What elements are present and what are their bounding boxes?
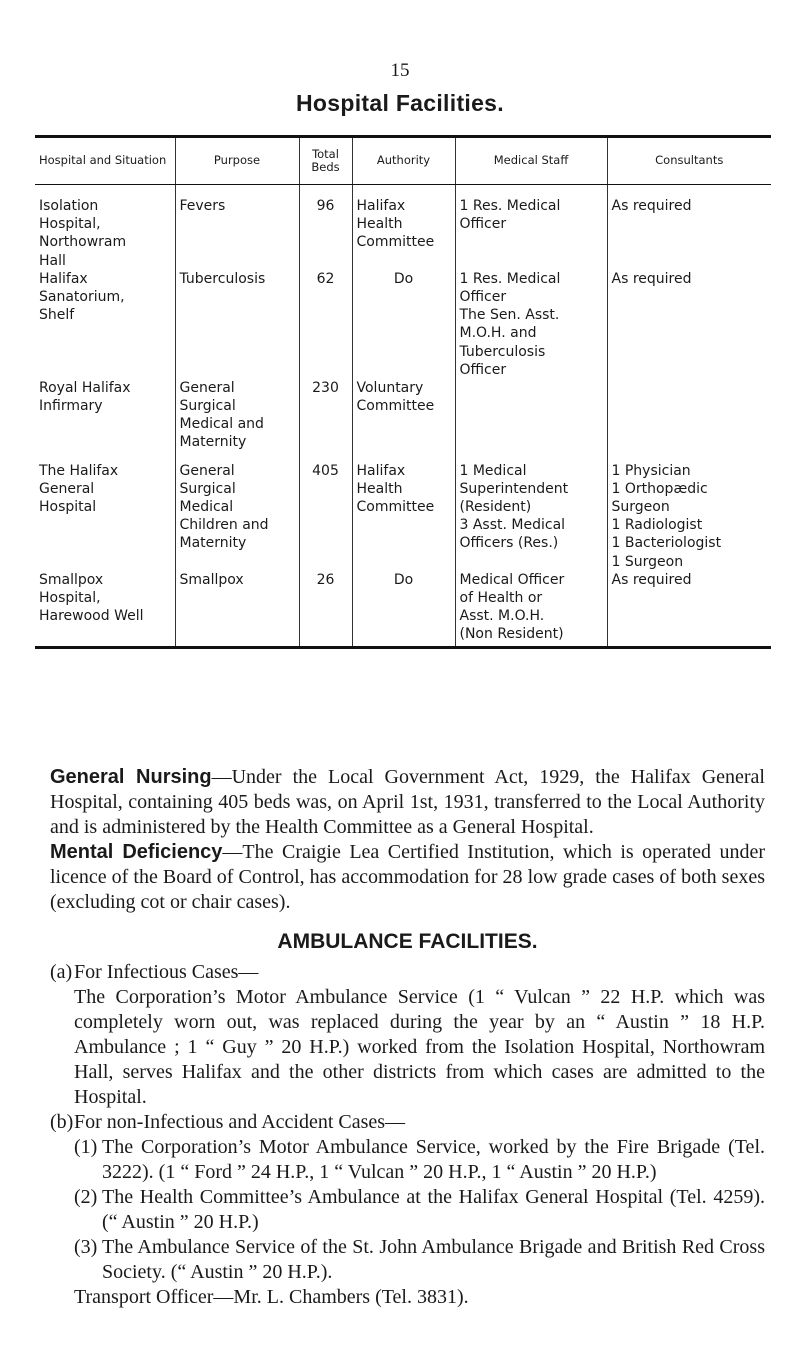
beds-cell: 26 bbox=[299, 571, 352, 644]
table-row bbox=[35, 462, 771, 571]
general-nursing-text: —Under the Local Government Act, 1929, the Halifax General Hospital, containing 405 beds was, on April 1st, 1931, transferred to the Local Authority and is administered by the Health Committee as a General Hospital. bbox=[50, 766, 765, 838]
column-header-consultants: Consultants bbox=[607, 137, 771, 185]
item-text: The Corporation’s Motor Ambulance Service (1 “ Vulcan ” 22 H.P. which was completely worn out, was replaced during the year by an “ Austin ” 18 H.P. Ambulance ; 1 “ Guy ” 20 H.P.) worked from the Isolation Hospital, Northowram Hall, serves Halifax and the other districts from which cases are admitted to the Hospital. bbox=[74, 986, 765, 1108]
beds-cell: 96 bbox=[299, 185, 352, 270]
purpose-cell: Tuberculosis bbox=[175, 270, 299, 379]
medical-staff-cell: 1 Medical Superintendent (Resident) 3 Asst. Medical Officers (Res.) bbox=[455, 462, 607, 571]
ambulance-subitem bbox=[74, 1235, 765, 1285]
column-header-beds: Total Beds bbox=[299, 137, 352, 185]
column-header-purpose: Purpose bbox=[175, 137, 299, 185]
medical-staff-cell: 1 Res. Medical Officer The Sen. Asst. M.O.H. and Tuberculosis Officer bbox=[455, 270, 607, 379]
authority-cell: Do bbox=[352, 270, 455, 379]
ambulance-item-a bbox=[50, 960, 765, 1110]
subitem-text: The Ambulance Service of the St. John Ambulance Brigade and British Red Cross Society. (“ Austin ” 20 H.P.). bbox=[102, 1236, 765, 1283]
table-row bbox=[35, 379, 771, 452]
table-row bbox=[35, 270, 771, 379]
column-header-authority: Authority bbox=[352, 137, 455, 185]
beds-cell: 62 bbox=[299, 270, 352, 379]
table-row bbox=[35, 185, 771, 270]
medical-staff-cell bbox=[455, 379, 607, 452]
beds-cell: 230 bbox=[299, 379, 352, 452]
column-header-medical-staff: Medical Staff bbox=[455, 137, 607, 185]
consultants-cell bbox=[607, 379, 771, 452]
row-spacer bbox=[35, 452, 771, 462]
authority-cell: Voluntary Committee bbox=[352, 379, 455, 452]
ambulance-subitem bbox=[74, 1135, 765, 1185]
hospital-facilities-table bbox=[35, 135, 771, 649]
hospital-cell: The Halifax General Hospital bbox=[39, 462, 119, 515]
transport-officer: Transport Officer—Mr. L. Chambers (Tel. 3831). bbox=[74, 1286, 469, 1308]
table-row bbox=[35, 571, 771, 644]
item-label: (b) bbox=[50, 1111, 74, 1133]
table-header-row bbox=[35, 137, 771, 185]
purpose-cell: General Surgical Medical Children and Maternity bbox=[175, 462, 299, 571]
medical-staff-cell: 1 Res. Medical Officer bbox=[455, 185, 607, 270]
beds-cell: 405 bbox=[299, 462, 352, 571]
purpose-cell: Fevers bbox=[175, 185, 299, 270]
row-spacer bbox=[35, 644, 771, 648]
consultants-cell: As required bbox=[607, 270, 771, 379]
subitem-text: The Corporation’s Motor Ambulance Service, worked by the Fire Brigade (Tel. 3222). (1 “ Ford ” 24 H.P., 1 “ Vulcan ” 20 H.P., 1 “ Austin ” 20 H.P.) bbox=[102, 1136, 765, 1183]
subitem-text: The Health Committee’s Ambulance at the Halifax General Hospital (Tel. 4259). (“ Austin ” 20 H.P.) bbox=[102, 1186, 765, 1233]
mental-deficiency-paragraph bbox=[50, 840, 765, 915]
subitem-label: (1) bbox=[74, 1136, 98, 1158]
hospital-cell: Smallpox Hospital, Harewood Well bbox=[39, 571, 144, 625]
item-label: (a) bbox=[50, 961, 73, 983]
page-title: Hospital Facilities. bbox=[296, 90, 504, 116]
medical-staff-cell: Medical Officer of Health or Asst. M.O.H. (Non Resident) bbox=[455, 571, 607, 644]
purpose-cell: Smallpox bbox=[175, 571, 299, 644]
hospital-cell: Royal Halifax Infirmary bbox=[39, 379, 131, 415]
consultants-cell: As required bbox=[607, 185, 771, 270]
consultants-cell: 1 Physician 1 Orthopædic Surgeon 1 Radiologist 1 Bacteriologist 1 Surgeon bbox=[607, 462, 771, 571]
purpose-cell: General Surgical Medical and Maternity bbox=[175, 379, 299, 452]
page-number: 15 bbox=[390, 60, 410, 81]
mental-deficiency-lead: Mental Deficiency bbox=[50, 841, 223, 863]
authority-cell: Do bbox=[352, 571, 455, 644]
item-title: For non-Infectious and Accident Cases— bbox=[74, 1111, 406, 1133]
ambulance-heading: AMBULANCE FACILITIES. bbox=[277, 930, 538, 953]
body-text bbox=[50, 765, 765, 1310]
column-header-hospital: Hospital and Situation bbox=[35, 137, 175, 185]
general-nursing-paragraph bbox=[50, 765, 765, 840]
authority-cell: Halifax Health Committee bbox=[352, 185, 455, 270]
hospital-cell: Isolation Hospital, Northowram Hall bbox=[39, 198, 127, 269]
ambulance-item-b bbox=[50, 1110, 765, 1135]
general-nursing-lead: General Nursing bbox=[50, 766, 212, 788]
item-title: For Infectious Cases— bbox=[74, 961, 259, 983]
subitem-label: (2) bbox=[74, 1186, 98, 1208]
consultants-cell: As required bbox=[607, 571, 771, 644]
mental-deficiency-text: —The Craigie Lea Certified Institution, which is operated under licence of the Board of Control, has accommodation for 28 low grade cases of both sexes (excluding cot or chair cases). bbox=[50, 841, 766, 913]
ambulance-subitem bbox=[74, 1185, 765, 1235]
hospital-cell: Halifax Sanatorium, Shelf bbox=[39, 270, 125, 324]
authority-cell: Halifax Health Committee bbox=[352, 462, 455, 571]
subitem-label: (3) bbox=[74, 1236, 98, 1258]
